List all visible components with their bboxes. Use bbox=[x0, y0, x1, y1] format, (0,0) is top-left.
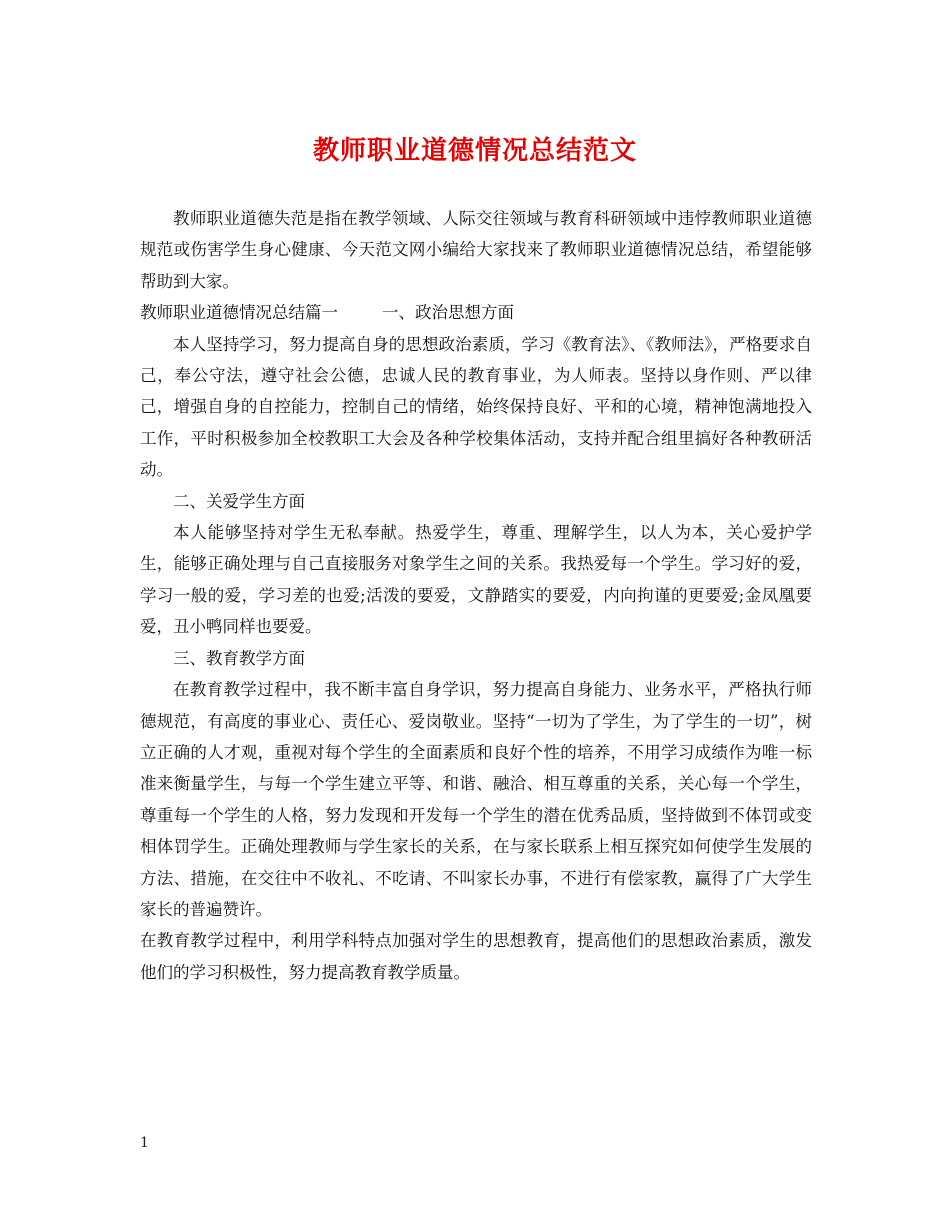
section1-heading: 一、政治思想方面 bbox=[382, 303, 514, 323]
section3-heading: 三、教育教学方面 bbox=[173, 648, 305, 668]
section1-label: 教师职业道德情况总结篇一 bbox=[140, 303, 338, 323]
page-number: 1 bbox=[140, 1135, 149, 1151]
document-body bbox=[140, 203, 812, 988]
section1-paragraph: 本人坚持学习，努力提高自身的思想政治素质，学习《教育法》、《教师法》，严格要求自己，奉公守法，遵守社会公德，忠诚人民的教育事业，为人师表。坚持以身作则、严以律己，增强自身的自控能力，控制自己的情绪，始终保持良好、平和的心境，精神饱满地投入工作，平时积极参加全校教职工大会及各种学校集体活动，支持并配合组里搞好各种教研活动。 bbox=[140, 334, 812, 480]
section3-paragraph-continued: 在教育教学过程中，利用学科特点加强对学生的思想教育，提高他们的思想政治素质，激发他们的学习积极性，努力提高教育教学质量。 bbox=[140, 931, 812, 982]
section2-paragraph: 本人能够坚持对学生无私奉献。热爱学生，尊重、理解学生，以人为本，关心爱护学生，能够正确处理与自己直接服务对象学生之间的关系。我热爱每一个学生。学习好的爱，学习一般的爱，学习差的也爱;活泼的要爱，文静踏实的要爱，内向拘谨的更要爱;金凤凰要爱，丑小鸭同样也要爱。 bbox=[140, 523, 812, 637]
document-title: 教师职业道德情况总结范文 bbox=[312, 136, 637, 166]
section1-heading-line bbox=[140, 297, 812, 328]
section2-heading: 二、关爱学生方面 bbox=[173, 491, 305, 511]
section3-paragraph: 在教育教学过程中，我不断丰富自身学识，努力提高自身能力、业务水平，严格执行师德规范，有高度的事业心、责任心、爱岗敬业。坚持“一切为了学生，为了学生的一切”，树立正确的人才观，重视对每个学生的全面素质和良好个性的培养，不用学习成绩作为唯一标准来衡量学生，与每一个学生建立平等、和谐、融洽、相互尊重的关系，关心每一个学生，尊重每一个学生的人格，努力发现和开发每一个学生的潜在优秀品质，坚持做到不体罚或变相体罚学生。正确处理教师与学生家长的关系，在与家长联系上相互探究如何使学生发展的方法、措施，在交往中不收礼、不吃请、不叫家长办事，不进行有偿家教，赢得了广大学生家长的普遍赞许。 bbox=[140, 680, 812, 919]
intro-paragraph: 教师职业道德失范是指在教学领域、人际交往领域与教育科研领域中违悖教师职业道德规范或伤害学生身心健康、今天范文网小编给大家找来了教师职业道德情况总结，希望能够帮助到大家。 bbox=[140, 209, 812, 291]
